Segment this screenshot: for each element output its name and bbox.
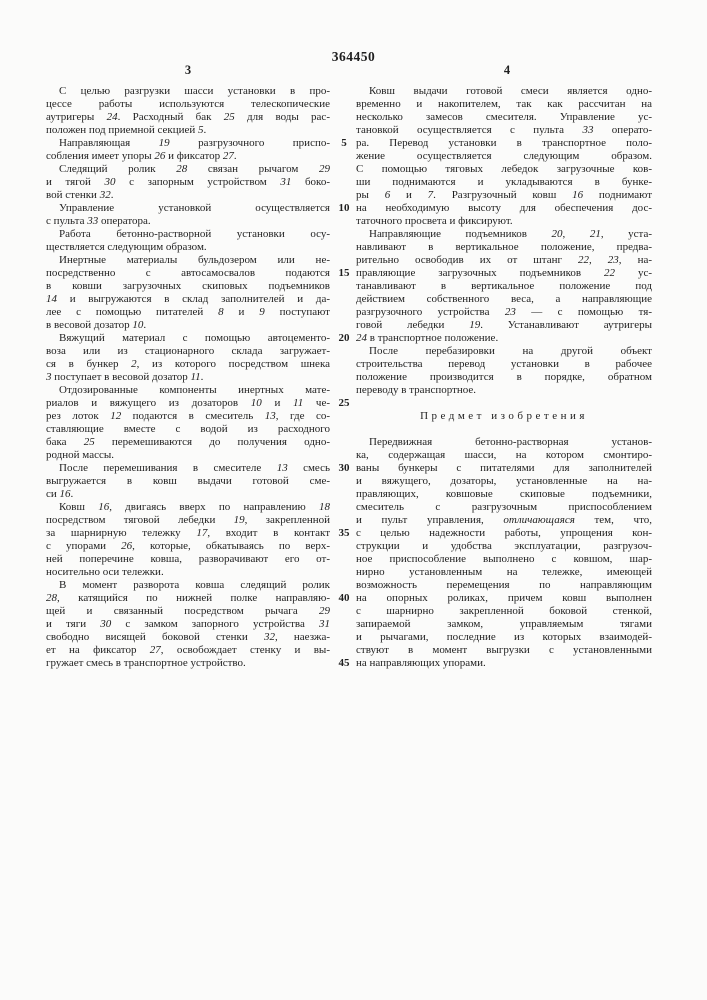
text-line: Вяжущий материал с помощью автоцементо- [59, 332, 330, 344]
text-line: ры 6 и 7. Разгрузочный ковш 16 поднимают [356, 189, 653, 201]
text-line: положен под приемной секцией 5. [46, 124, 207, 136]
text-line: и пульт управления, отличающаяся тем, что, [356, 514, 652, 526]
line-number: 15 [338, 267, 350, 279]
text-line: переводу в транспортное. [356, 384, 477, 396]
paragraph [46, 85, 330, 137]
text-line: посредством тяговой лебедки 19, закрепленной [46, 514, 331, 526]
text-line: рез лоток 12 подаются в смеситель 13, где со- [46, 410, 330, 422]
text-line: с пульта 33 оператора. [46, 215, 151, 227]
paragraph [46, 384, 330, 462]
paragraph [46, 137, 330, 163]
paragraph [46, 579, 330, 670]
text-line: положение производится в порядке, обратном [356, 371, 652, 383]
text-line: ней поперечине ковша, разворачивают его от- [46, 553, 330, 565]
text-line: Управление установкой осуществляется [59, 202, 330, 214]
paragraph [46, 332, 330, 384]
text-line: временно и накопителем, так как рассчитан на [356, 98, 652, 110]
text-line: родной массы. [46, 449, 114, 461]
text-line: и вяжущего, дозаторы, установленные на на- [356, 475, 652, 487]
text-line: и тяги 30 с замком запорного устройства 31 [46, 618, 330, 630]
text-line: 14 и выгружаются в склад заполнителей и да- [46, 293, 330, 305]
line-number: 45 [338, 657, 350, 669]
text-line: посредственно с автосамосвалов подаются [46, 267, 330, 279]
line-number: 5 [341, 137, 347, 149]
text-line: в весовой дозатор 10. [46, 319, 147, 331]
patent-number: 364450 [331, 49, 376, 64]
paragraph [46, 228, 330, 254]
paragraph [46, 501, 330, 579]
text-line: После перебазировки на другой объект [369, 345, 652, 357]
text-line: Передвижная бетонно-растворная установ- [369, 436, 652, 448]
text-line: нирно установленным на тележке, имеющей [356, 566, 652, 578]
text-line: Направляющая 19 разгрузочного приспо- [59, 137, 330, 149]
text-line: за шарнирную тележку 17, входит в контакт [46, 527, 330, 539]
text-line: си 16. [46, 488, 74, 500]
page-number-left: 3 [184, 63, 192, 77]
text-line: правляющие загрузочных подъемников 22 ус- [356, 267, 652, 279]
line-number: 25 [338, 397, 350, 409]
paragraph [356, 85, 652, 228]
text-line: гружает смесь в транспортное устройство. [46, 657, 246, 669]
text-line: Следящий ролик 28 связан рычагом 29 [59, 163, 330, 175]
text-line: собления имеет упоры 26 и фиксатор 27. [46, 150, 237, 162]
left-column [46, 85, 330, 670]
text-line: цессе работы используются телескопические [46, 98, 330, 110]
text-line: тановкой осуществляется с пульта 33 операто- [356, 124, 652, 136]
section-heading [356, 410, 652, 423]
text-line: таточного просвета и фиксируют. [356, 215, 513, 227]
text-line: лее с помощью питателей 8 и 9 поступают [46, 306, 330, 318]
text-line: вой стенки 32. [46, 189, 114, 201]
text-line: рительно освободив их от штанг 22, 23, на- [356, 254, 652, 266]
page-number-right: 4 [503, 63, 511, 77]
text-line: Работа бетонно-растворной установки осу- [59, 228, 330, 240]
text-line: аутригеры 24. Расходный бак 25 для воды рас- [46, 111, 330, 123]
line-number: 30 [338, 462, 350, 474]
paragraph [356, 436, 652, 670]
text-line: несколько замесов смесителя. Управление ус- [356, 111, 652, 123]
text-line: запираемой замком, управляемым тягами [356, 618, 652, 630]
text-line: смеситель с разгрузочным приспособлением [356, 501, 652, 513]
text-line: с целью надежности работы, упрощения кон- [356, 527, 652, 539]
text-line: и тягой 30 с запорным устройством 31 боко- [46, 176, 330, 188]
text-line: 28, катящийся по нижней полке направляю- [46, 592, 330, 604]
text-line: С помощью тяговых лебедок загрузочные ков- [356, 163, 652, 175]
paragraph [46, 254, 330, 332]
text-line: возможность перемещения по направляющим [356, 579, 652, 591]
text-line: С целью разгрузки шасси установки в про- [59, 85, 330, 97]
text-line: в ковши загрузочных скиповых подъемников [46, 280, 330, 292]
text-line: с шарнирно закрепленной боковой стенкой, [356, 605, 652, 617]
text-line: ка, содержащая шасси, на котором смонтиро- [356, 449, 652, 461]
paragraph [46, 163, 330, 202]
paragraph [46, 462, 330, 501]
text-line: и рычагами, последние из которых взаимодей- [356, 631, 652, 643]
text-line: разгрузочного устройства 23 — с помощью тя- [356, 306, 652, 318]
text-line: бака 25 перемешиваются до получения одно- [46, 436, 330, 448]
text-line: ствуют в момент выгрузки с установленными [356, 644, 652, 656]
text-line: Ковш 16, двигаясь вверх по направлению 18 [59, 501, 330, 513]
text-line: воза или из стационарного склада загружает- [46, 345, 330, 357]
line-number: 40 [338, 592, 350, 604]
text-line: ши поднимаются и укладываются в бунке- [356, 176, 652, 188]
text-line: Инертные материалы бульдозером или не- [59, 254, 330, 266]
text-line: Отдозированные компоненты инертных мате- [59, 384, 330, 396]
text-line: навливают в вертикальное положение, предва- [356, 241, 652, 253]
line-number: 10 [338, 202, 350, 214]
text-line: жение осуществляется следующим образом. [356, 150, 652, 162]
text-line: свободно висящей боковой стенки 32, наезжа- [46, 631, 330, 643]
text-line: танавливают в вертикальное положение под [356, 280, 652, 292]
text-line: ет на фиксатор 27, освобождает стенку и вы- [46, 644, 330, 656]
text-line: щей и связанный посредством рычага 29 [46, 605, 330, 617]
line-number: 35 [338, 527, 350, 539]
text-line: ществляется следующим образом. [46, 241, 207, 253]
text-line: ваны бункеры с питателями для заполнителей [356, 462, 652, 474]
text-line: носительно оси тележки. [46, 566, 164, 578]
text-line: ставляющие вместе с водой из расходного [46, 423, 330, 435]
text-line: После перемешивания в смесителе 13 смесь [59, 462, 330, 474]
text-line: говой лебедки 19. Устанавливают аутригеры [356, 319, 652, 331]
right-column [356, 85, 652, 670]
text-line: правляющих, ковшовые скиповые подъемники, [356, 488, 652, 500]
text-line: В момент разворота ковша следящий ролик [59, 579, 330, 591]
text-line: риалов и вяжущего из дозаторов 10 и 11 че- [46, 397, 330, 409]
text-line: на направляющих упорами. [356, 657, 486, 669]
paragraph [46, 202, 330, 228]
line-number: 20 [338, 332, 350, 344]
paragraph [356, 345, 652, 397]
text-line: Ковш выдачи готовой смеси является одно- [369, 85, 652, 97]
text-line: 24 в транспортное положение. [356, 332, 499, 344]
text-line: Направляющие подъемников 20, 21, уста- [369, 228, 653, 240]
text-line: выгружается в ковш выдачи готовой сме- [46, 475, 330, 487]
text-line: на опорных роликах, причем ковш выполнен [356, 592, 652, 604]
text-line: 3 поступает в весовой дозатор 11. [46, 371, 204, 383]
text-line: струкции и удобства эксплуатации, разгрузоч- [356, 540, 652, 552]
text-line: Предмет изобретения [420, 410, 588, 422]
text-line: действием собственного веса, а направляющие [356, 293, 652, 305]
text-line: с упорами 26, которые, обкатываясь по верх- [46, 540, 330, 552]
text-line: ра. Перевод установки в транспортное поло- [356, 137, 652, 149]
text-line: на необходимую высоту для обеспечения дос- [356, 202, 652, 214]
text-line: строительства перевод установки в рабочее [356, 358, 652, 370]
text-line: ное приспособление выполнено с ковшом, шар- [356, 553, 652, 565]
paragraph [356, 228, 652, 345]
text-line: ся в бункер 2, из которого посредством шнека [46, 358, 330, 370]
